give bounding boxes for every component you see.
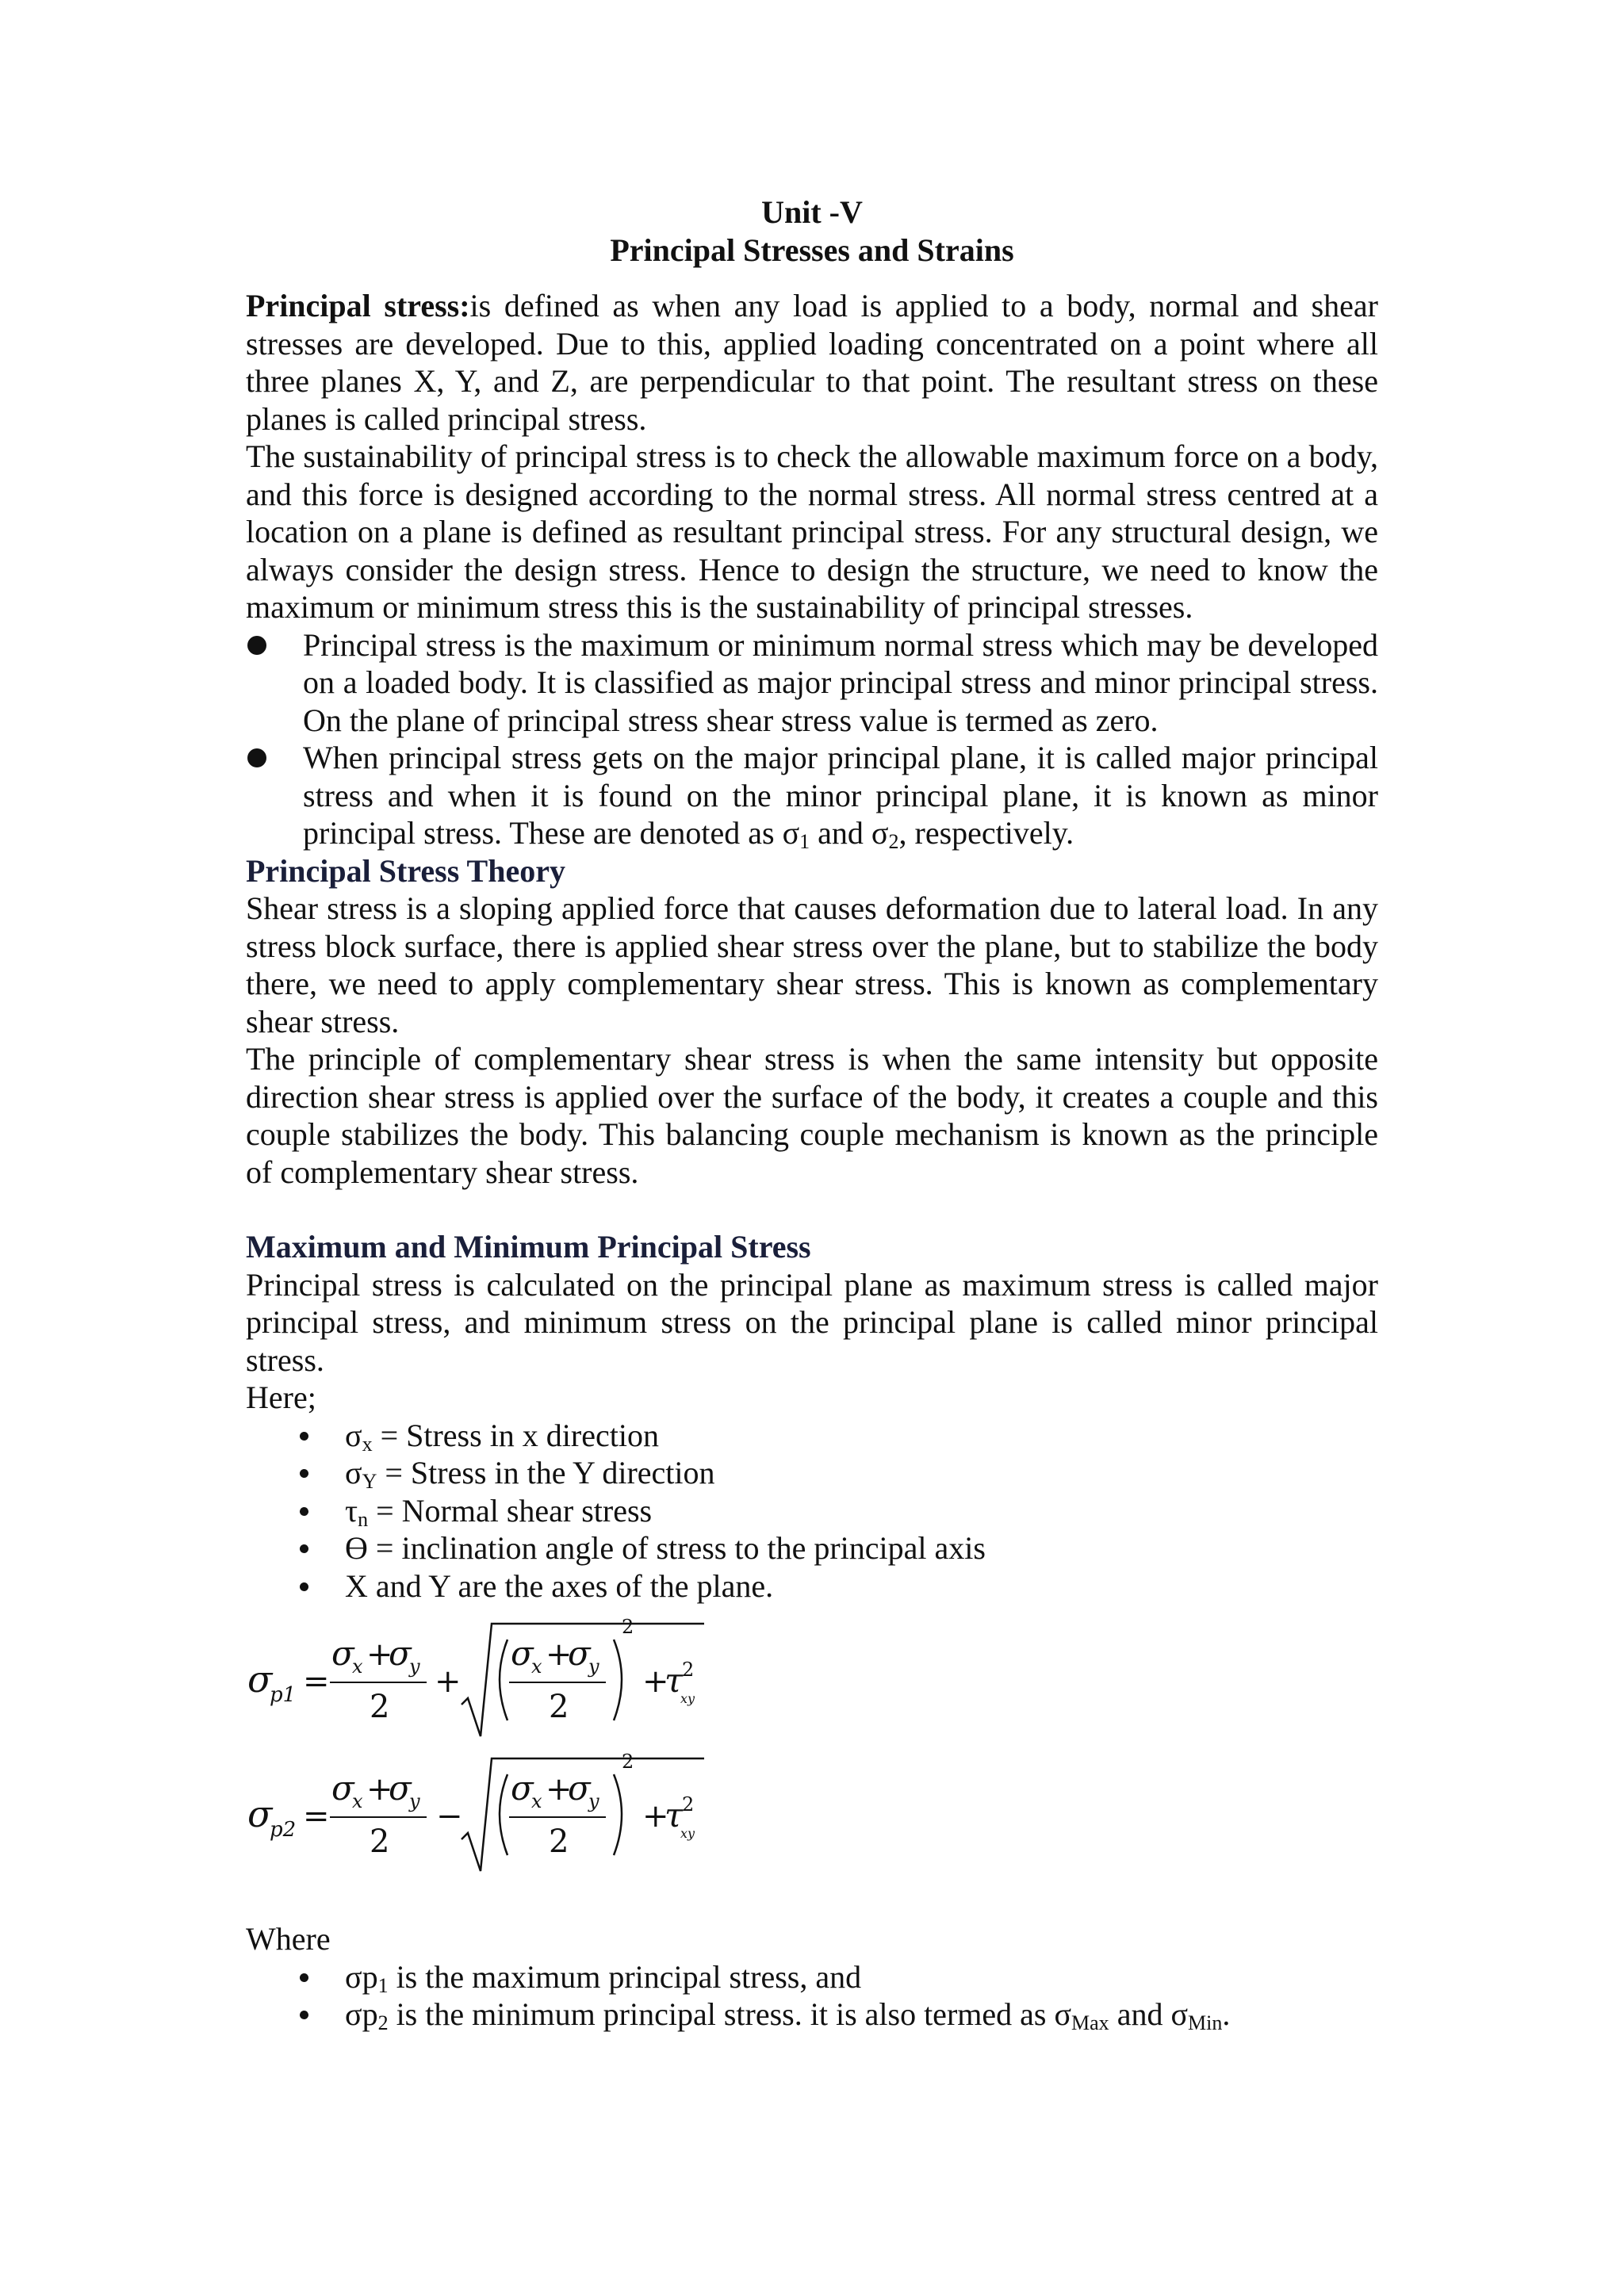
svg-text:2: 2 bbox=[549, 1689, 569, 1725]
svg-text:x: x bbox=[531, 1790, 542, 1812]
where-section bbox=[246, 1920, 1378, 2034]
theory-heading: Principal Stress Theory bbox=[246, 852, 565, 889]
svg-text:τ: τ bbox=[665, 1661, 684, 1700]
symbol-list bbox=[246, 1417, 1378, 1605]
theory-paragraph-1: Shear stress is a sloping applied force that causes deformation due to lateral load. In any stress block surface, there is applied shear stress over the plane, but to stabilize the body there, we need to apply complementary shear stress. This is known as complementary shear stress. bbox=[246, 890, 1378, 1039]
svg-text:σ: σ bbox=[568, 1769, 591, 1808]
bullet-icon bbox=[300, 2011, 308, 2019]
svg-text:2: 2 bbox=[682, 1659, 695, 1681]
formula-sigma-p1 bbox=[246, 1609, 1378, 1744]
svg-text:σ: σ bbox=[511, 1634, 534, 1673]
svg-text:y: y bbox=[588, 1655, 599, 1678]
list-item: When principal stress gets on the major principal plane, it is called major principal stress and when it is found on the minor principal plane, it is known as minor principal stress. These are denoted as $\sigma_1$ and $\sigma_2$, respectively. bbox=[246, 739, 1378, 852]
where-label: Where bbox=[246, 1921, 331, 1957]
svg-text:+: + bbox=[546, 1636, 573, 1673]
svg-text:σ: σ bbox=[568, 1634, 591, 1673]
intro-text: is defined as when any load is applied to a body, normal and shear stresses are developed. Due to this, applied loading concentrated on a point where all three planes X, Y, and Z, are perpendicular to that point. The resultant stress on these planes is called principal stress. bbox=[246, 288, 1378, 437]
formula-sigma-p2 bbox=[246, 1744, 1378, 1879]
svg-text:+: + bbox=[366, 1636, 393, 1673]
maxmin-paragraph: Principal stress is calculated on the principal plane as maximum stress is called major principal stress, and minimum stress on the principal plane is called minor principal stress. bbox=[246, 1266, 1378, 1378]
list-item: X and Y are the axes of the plane. bbox=[293, 1567, 1378, 1605]
formula-subscript: p1 bbox=[270, 1683, 297, 1707]
svg-text:σ: σ bbox=[331, 1769, 354, 1808]
bullet-icon bbox=[300, 1582, 308, 1591]
list-item: $\sigma p_2$ is the minimum principal stress. it is also termed as $\sigma_{Max}$ and $\sigma_{Min}$. bbox=[293, 1996, 1378, 2034]
bullet-icon bbox=[300, 1432, 308, 1441]
svg-text:xy: xy bbox=[680, 1826, 695, 1841]
formula-symbol: σ bbox=[247, 1793, 273, 1835]
intro-paragraph bbox=[246, 287, 1378, 438]
bullet-icon bbox=[300, 1507, 308, 1516]
body-text bbox=[246, 287, 1378, 1605]
svg-text:τ: τ bbox=[665, 1796, 684, 1835]
svg-text:+: + bbox=[435, 1663, 462, 1700]
svg-text:2: 2 bbox=[622, 1751, 634, 1773]
svg-text:x: x bbox=[352, 1790, 363, 1812]
svg-text:2: 2 bbox=[622, 1616, 634, 1638]
list-item: $\sigma p_1$ is the maximum principal stress, and bbox=[293, 1958, 1378, 1996]
svg-text:x: x bbox=[352, 1655, 363, 1678]
intro-lead: Principal stress: bbox=[246, 288, 470, 323]
svg-text:+: + bbox=[546, 1771, 573, 1808]
list-item: $\sigma_x$ = Stress in x direction bbox=[293, 1417, 1378, 1455]
svg-text:σ: σ bbox=[331, 1634, 354, 1673]
theory-paragraph-2: The principle of complementary shear stress is when the same intensity but opposite direction shear stress is applied over the surface of the body, it creates a couple and this couple stabilizes the body. This balancing couple mechanism is known as the principle of complementary shear stress. bbox=[246, 1041, 1378, 1190]
svg-text:y: y bbox=[409, 1790, 420, 1812]
svg-text:y: y bbox=[409, 1655, 420, 1678]
list-item: ϴ = inclination angle of stress to the principal axis bbox=[293, 1529, 1378, 1567]
formula-equals: = bbox=[303, 1798, 330, 1835]
svg-text:2: 2 bbox=[682, 1793, 695, 1816]
svg-text:y: y bbox=[588, 1790, 599, 1812]
principal-stress-bullets bbox=[246, 626, 1378, 852]
page-title: Unit -V bbox=[761, 194, 863, 230]
svg-text:2: 2 bbox=[370, 1823, 390, 1860]
svg-text:+: + bbox=[366, 1771, 393, 1808]
maxmin-heading: Maximum and Minimum Principal Stress bbox=[246, 1229, 811, 1265]
here-label: Here; bbox=[246, 1380, 316, 1415]
formula-subscript: p2 bbox=[270, 1818, 297, 1842]
svg-text:σ: σ bbox=[389, 1634, 412, 1673]
svg-text:σ: σ bbox=[389, 1769, 412, 1808]
bullet-icon bbox=[300, 1469, 308, 1478]
list-item: $\sigma_Y$ = Stress in the Y direction bbox=[293, 1454, 1378, 1492]
where-list bbox=[246, 1958, 1378, 2034]
list-item: Principal stress is the maximum or minimum normal stress which may be developed on a loaded body. It is classified as major principal stress and minor principal stress. On the plane of principal stress shear stress value is termed as zero. bbox=[246, 626, 1378, 740]
svg-text:−: − bbox=[436, 1798, 463, 1835]
svg-text:+: + bbox=[642, 1663, 669, 1700]
page-subtitle: Principal Stresses and Strains bbox=[610, 232, 1014, 268]
svg-text:+: + bbox=[642, 1798, 669, 1835]
svg-text:σ: σ bbox=[511, 1769, 534, 1808]
formula-symbol: σ bbox=[247, 1658, 273, 1701]
svg-text:x: x bbox=[531, 1655, 542, 1678]
bullet-icon bbox=[300, 1973, 308, 1982]
svg-text:2: 2 bbox=[549, 1823, 569, 1860]
bullet-icon bbox=[300, 1544, 308, 1553]
svg-text:2: 2 bbox=[370, 1689, 390, 1725]
bullet-icon bbox=[247, 636, 266, 655]
bullet-icon bbox=[247, 748, 266, 767]
svg-text:xy: xy bbox=[680, 1691, 695, 1706]
formula-equals: = bbox=[303, 1663, 330, 1700]
list-item: $\tau_n$ = Normal shear stress bbox=[293, 1492, 1378, 1530]
sustainability-paragraph: The sustainability of principal stress is to check the allowable maximum force on a body, and this force is designed according to the normal stress. All normal stress centred at a location on a plane is defined as resultant principal stress. For any structural design, we always consider the design stress. Hence to design the structure, we need to know the maximum or minimum stress this is the sustainability of principal stresses. bbox=[246, 438, 1378, 625]
